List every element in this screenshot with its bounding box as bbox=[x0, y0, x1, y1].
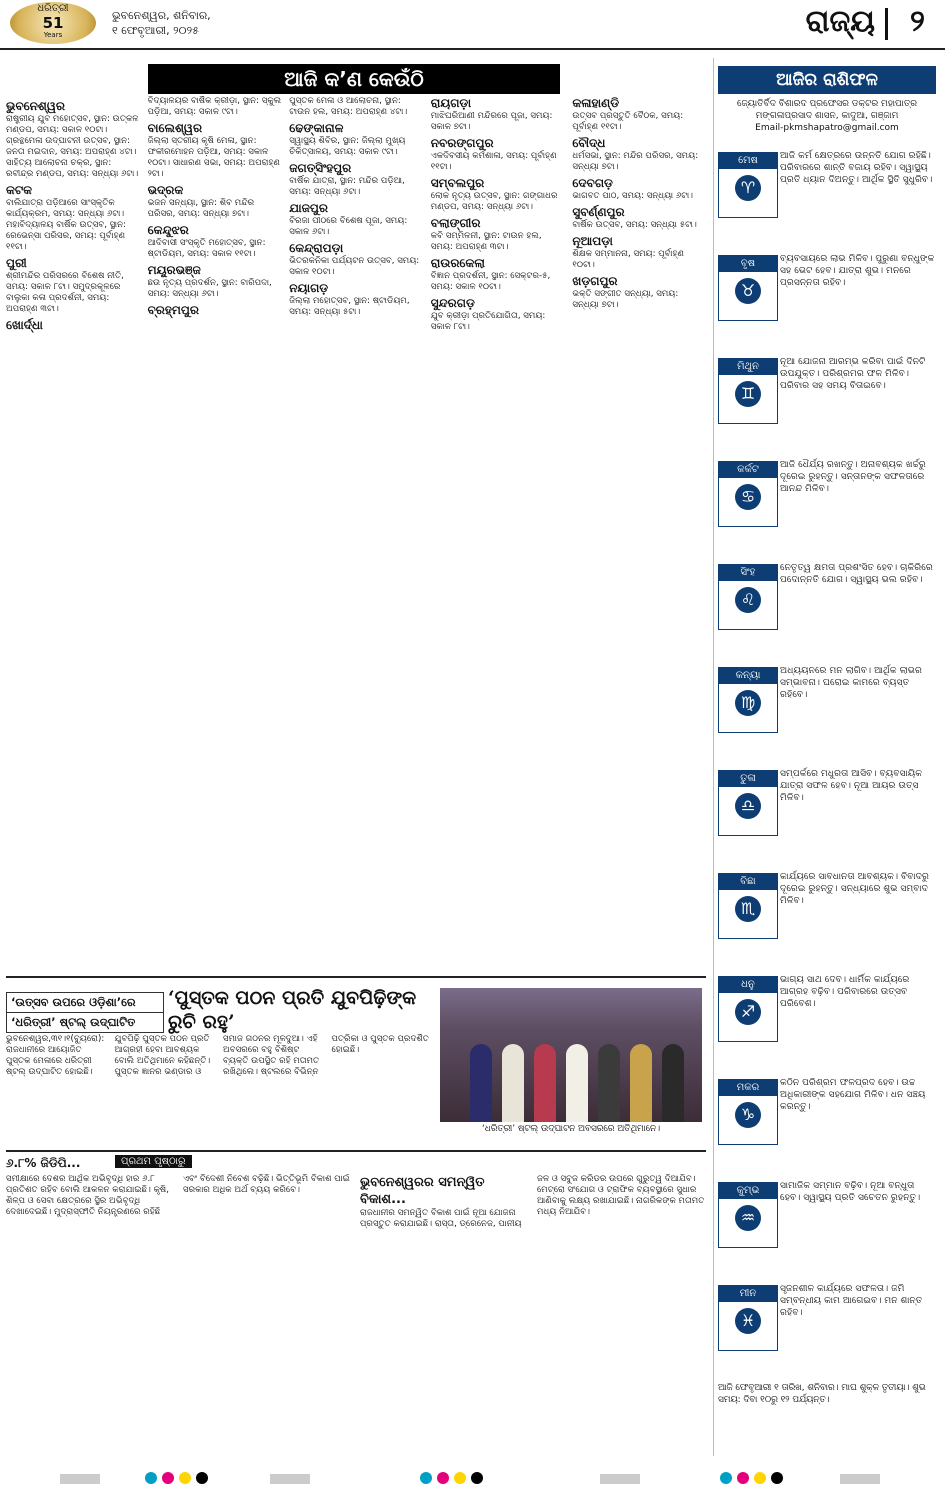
rashi-box bbox=[718, 152, 778, 218]
rashi-box bbox=[718, 976, 778, 1042]
city-events: କବି ସମ୍ମିଳନୀ, ସ୍ଥାନ: ଟାଉନ ହଲ, ସମୟ: ଅପରାହ୍ଣ ୩ଟା। bbox=[430, 231, 542, 252]
rashi-entry bbox=[718, 356, 938, 446]
page-number: ୨ bbox=[910, 4, 925, 39]
city-events: ଶ୍ରୀମନ୍ଦିର ପରିସରରେ ବିଶେଷ ନୀତି, ସମୟ: ସକାଳ ୮ଟା। ସମୁଦ୍ରକୂଳରେ ବାଲୁକା କଳା ପ୍ରଦର୍ଶନୀ, ସମୟ: ଅପରାହ୍ଣ ୩ଟା। bbox=[6, 271, 124, 314]
city-events: ପୁସ୍ତକ ମେଳା ଓ ଆଲୋଚନା, ସ୍ଥାନ: ଟାଉନ ହଲ, ସମୟ: ଅପରାହ୍ଣ ୪ଟା। bbox=[289, 96, 408, 117]
rashi-box bbox=[718, 667, 778, 733]
story-photo bbox=[440, 988, 702, 1122]
city-events: ଲୋକ ନୃତ୍ୟ ଉତ୍ସବ, ସ୍ଥାନ: ଗଙ୍ଗାଧର ମଣ୍ଡପ, ସମୟ: ସନ୍ଧ୍ୟା ୬ଟା। bbox=[430, 191, 558, 212]
kicker-line-2: ‘ଧରିତ୍ରୀ’ ଷ୍ଟଲ୍ ଉଦ୍‌ଘାଟିତ bbox=[6, 1013, 164, 1033]
city-events: ଏକଦିବସୀୟ କର୍ମଶାଳା, ସମୟ: ପୂର୍ବାହ୍ଣ ୧୧ଟା। bbox=[430, 151, 557, 172]
city-heading: ନୟାଗଡ଼ bbox=[289, 281, 329, 295]
logo-number: 51 bbox=[42, 14, 64, 32]
city-heading: ରାୟଗଡ଼ା bbox=[430, 96, 472, 110]
bhubaneswar-subhead: ଭୁବନେଶ୍ୱରର ସମନ୍ୱିତ ବିକାଶ... bbox=[360, 1175, 485, 1207]
city-heading: ଯାଜପୁର bbox=[289, 201, 328, 215]
rashi-name: ମିଥୁନ bbox=[719, 359, 777, 375]
rashi-prediction: କଠିନ ପରିଶ୍ରମ ଫଳପ୍ରଦ ହେବ। ଉଚ୍ଚ ଅଧିକାରୀଙ୍କ ସହଯୋଗ ମିଳିବ। ଧନ ସଞ୍ଚୟ କରନ୍ତୁ। bbox=[780, 1077, 926, 1113]
section-title: ରାଜ୍ୟ bbox=[805, 4, 875, 39]
bhubaneswar-body: ରାଜଧାନୀର ସମନ୍ୱିତ ବିକାଶ ପାଇଁ ନୂଆ ଯୋଜନା ପ୍ରସ୍ତୁତ କରାଯାଇଛି। ରାସ୍ତା, ଡ୍ରେନେଜ, ପାନୀୟ ଜଳ ଓ ସବୁଜ କରିଡର ଉପରେ ଗୁରୁତ୍ୱ ଦିଆଯିବ। ମେଟ୍ରୋ ସଂଯୋଗ ଓ ଟ୍ରାଫିକ ବ୍ୟବସ୍ଥାରେ ସୁଧାର ଆଣିବାକୁ ଲକ୍ଷ୍ୟ ରଖାଯାଇଛି। ନାଗରିକଙ୍କ ମତାମତ ମଧ୍ୟ ନିଆଯିବ। bbox=[360, 1174, 705, 1229]
photo-caption: ‘ଧରିତ୍ରୀ’ ଷ୍ଟଲ୍ ଉଦ୍‌ଘାଟନ ଅବସରରେ ଅତିଥିମାନେ। bbox=[481, 1124, 661, 1134]
city-events: ବାର୍ଷିକ ଯାତ୍ରା, ସ୍ଥାନ: ମନ୍ଦିର ପଡ଼ିଆ, ସମୟ: ସନ୍ଧ୍ୟା ୬ଟା। bbox=[289, 176, 405, 197]
city-heading: ଖଡ଼ଗପୁର bbox=[572, 274, 618, 288]
city-events: ଭକ୍ତି ସଙ୍ଗୀତ ସନ୍ଧ୍ୟା, ସମୟ: ସନ୍ଧ୍ୟା ୭ଟା। bbox=[572, 289, 679, 310]
city-heading: ନୂଆପଡ଼ା bbox=[572, 234, 613, 248]
city-events: ସ୍ୱାସ୍ଥ୍ୟ ଶିବିର, ସ୍ଥାନ: ଜିଲ୍ଲା ମୁଖ୍ୟ ଚିକିତ୍ସାଳୟ, ସମୟ: ସକାଳ ୯ଟା। bbox=[289, 136, 406, 157]
city-events: ଜିଲ୍ଲା ମହୋତ୍ସବ, ସ୍ଥାନ: ଷ୍ଟାଡିୟମ, ସମୟ: ସନ୍ଧ୍ୟା ୫ଟା। bbox=[289, 296, 410, 317]
rashi-prediction: ନେତୃତ୍ୱ କ୍ଷମତା ପ୍ରଶଂସିତ ହେବ। ଚାକିରିରେ ପଦୋନ୍ନତି ଯୋଗ। ସ୍ୱାସ୍ଥ୍ୟ ଭଲ ରହିବ। bbox=[780, 562, 933, 586]
city-heading: ଦେବଗଡ଼ bbox=[572, 176, 613, 190]
leo-icon: ♌ bbox=[735, 587, 761, 613]
rashi-name: କନ୍ୟା bbox=[719, 668, 777, 684]
rashi-name: ମକର bbox=[719, 1080, 777, 1096]
rashi-box bbox=[718, 255, 778, 321]
listing-title: ଆଜି କ’ଣ କେଉଁଠି bbox=[148, 64, 560, 94]
rashi-name: ମେଷ bbox=[719, 153, 777, 169]
rashi-box bbox=[718, 770, 778, 836]
rashi-prediction: ସମ୍ପର୍କରେ ମଧୁରତା ଆସିବ। ବ୍ୟବସାୟିକ ଯାତ୍ରା ସଫଳ ହେବ। ନୂଆ ଆୟର ଉତ୍ସ ମିଳିବ। bbox=[780, 768, 923, 804]
rashiphala-byline bbox=[718, 98, 936, 134]
rashi-box bbox=[718, 1182, 778, 1248]
rashi-name: କୁମ୍ଭ bbox=[719, 1183, 777, 1199]
city-events: ବିଜ୍ଞାନ ପ୍ରଦର୍ଶନୀ, ସ୍ଥାନ: ସେକ୍ଟର-୫, ସମୟ: ସକାଳ ୧୦ଟା। bbox=[430, 271, 551, 292]
scorpio-icon: ♏ bbox=[735, 896, 761, 922]
gdp-body: ସମୀକ୍ଷାରେ ଦେଶର ଆର୍ଥିକ ଅଭିବୃଦ୍ଧି ହାର ୬.୮ ପ୍ରତିଶତ ରହିବ ବୋଲି ଆକଳନ କରାଯାଇଛି। କୃଷି, ଶିଳ୍ପ ଓ ସେବା କ୍ଷେତ୍ରରେ ସ୍ଥିର ଅଭିବୃଦ୍ଧି ଦେଖାଦେଇଛି। ମୁଦ୍ରାସ୍ଫୀତି ନିୟନ୍ତ୍ରଣରେ ରହିଛି ଏବଂ ବିଦେଶୀ ନିବେଶ ବଢ଼ିଛି। ଭିତ୍ତିଭୂମି ବିକାଶ ପାଇଁ ସରକାର ଅଧିକ ଅର୍ଥ ବ୍ୟୟ କରିବେ। bbox=[6, 1174, 350, 1217]
city-heading: କେନ୍ଦୁଝର bbox=[147, 223, 189, 237]
city-heading: ବୌଦ୍ଧ bbox=[572, 136, 606, 150]
byline-address: ମଙ୍ଗଳାପ୍ରସାଦ ଶାସନ, କାଦୁଆ, ଗଞ୍ଜାମ bbox=[755, 111, 899, 121]
rashi-entry bbox=[718, 562, 938, 652]
city-heading: ଖୋର୍ଦ୍ଧା bbox=[6, 318, 43, 332]
rashi-prediction: ଭାଗ୍ୟ ସାଥ ଦେବ। ଧାର୍ମିକ କାର୍ଯ୍ୟରେ ଆଗ୍ରହ ବଢ଼ିବ। ପରିବାରରେ ଉତ୍ସବ ପରିବେଶ। bbox=[780, 974, 910, 1010]
city-heading: ଭୁବନେଶ୍ୱର bbox=[6, 99, 65, 113]
rashi-box bbox=[718, 358, 778, 424]
date: ୧ ଫେବୃଆରୀ, ୨୦୨୫ bbox=[112, 24, 199, 37]
city-heading: କଟକ bbox=[6, 183, 33, 197]
city-events: ଉତ୍ସବ ପ୍ରସ୍ତୁତି ବୈଠକ, ସମୟ: ପୂର୍ବାହ୍ଣ ୧୧ଟା। bbox=[572, 111, 684, 132]
logo-years: Years bbox=[43, 31, 63, 39]
continued-strip: ପ୍ରଥମ ପୃଷ୍ଠାରୁ bbox=[115, 1155, 192, 1168]
rashi-box bbox=[718, 461, 778, 527]
logo-brand: ଧରିତ୍ରୀ bbox=[37, 3, 69, 14]
byline-email: Email-pkmshapatro@gmail.com bbox=[755, 123, 899, 133]
rashi-entry bbox=[718, 871, 938, 961]
rashi-prediction: ଆଜି କର୍ମ କ୍ଷେତ୍ରରେ ଉନ୍ନତି ଯୋଗ ରହିଛି। ପରିବାରରେ ଶାନ୍ତି ବଜାୟ ରହିବ। ସ୍ୱାସ୍ଥ୍ୟ ପ୍ରତି ଧ୍ୟାନ ଦିଅନ୍ତୁ। ଆର୍ଥିକ ସ୍ଥିତି ସୁଧୁରିବ। bbox=[780, 150, 933, 186]
rashi-box bbox=[718, 1285, 778, 1351]
aries-icon: ♈ bbox=[735, 175, 761, 201]
city-heading: ସୁବର୍ଣ୍ଣପୁର bbox=[572, 205, 625, 219]
libra-icon: ♎ bbox=[735, 793, 761, 819]
rashi-box bbox=[718, 873, 778, 939]
rashi-entry bbox=[718, 459, 938, 549]
anniversary-logo bbox=[10, 2, 96, 44]
rashi-prediction: ନୂଆ ଯୋଜନା ଆରମ୍ଭ କରିବା ପାଇଁ ଦିନଟି ଉପଯୁକ୍ତ। ପରିଶ୍ରମର ଫଳ ମିଳିବ। ପରିବାର ସହ ସମୟ ବିତାଇବେ। bbox=[780, 356, 926, 392]
rashi-entry bbox=[718, 768, 938, 858]
story-kicker bbox=[6, 992, 164, 1033]
city-heading: ପୁରୀ bbox=[6, 256, 27, 270]
rashi-prediction: କାର୍ଯ୍ୟରେ ସାବଧାନତା ଆବଶ୍ୟକ। ବିବାଦରୁ ଦୂରେଇ ରୁହନ୍ତୁ। ସନ୍ଧ୍ୟାରେ ଶୁଭ ସମ୍ବାଦ ମିଳିବ। bbox=[780, 871, 929, 907]
story-body: ଭୁବନେଶ୍ୱର,୩୧।୧(ବ୍ୟୁରୋ): ରାଜଧାନୀରେ ଆୟୋଜିତ ପୁସ୍ତକ ମେଳାରେ ଧରିତ୍ରୀ ଷ୍ଟଲ୍ ଉଦ୍‌ଘାଟିତ ହୋଇଛି। ଯୁବପିଢ଼ି ପୁସ୍ତକ ପଠନ ପ୍ରତି ଆଗ୍ରହୀ ହେବା ଆବଶ୍ୟକ ବୋଲି ଅତିଥିମାନେ କହିଛନ୍ତି। ପୁସ୍ତକ ଜ୍ଞାନର ଭଣ୍ଡାର ଓ ସମାଜ ଗଠନର ମୂଳଦୁଆ। ଏହି ଅବସରରେ ବହୁ ବିଶିଷ୍ଟ ବ୍ୟକ୍ତି ଉପସ୍ଥିତ ରହି ମତାମତ ରଖିଥିଲେ। ଷ୍ଟଲରେ ବିଭିନ୍ନ ପତ୍ରିକା ଓ ପୁସ୍ତକ ପ୍ରଦର୍ଶିତ ହୋଇଛି। bbox=[6, 1034, 429, 1077]
city-events: ଭଜନ ସନ୍ଧ୍ୟା, ସ୍ଥାନ: ଶିବ ମନ୍ଦିର ପରିସର, ସମୟ: ସନ୍ଧ୍ୟା ୭ଟା। bbox=[147, 198, 255, 219]
rashi-entry bbox=[718, 1180, 938, 1270]
city-events: ବିରଜା ପୀଠରେ ବିଶେଷ ପୂଜା, ସମୟ: ସକାଳ ୬ଟା। bbox=[289, 216, 408, 237]
rashi-entry bbox=[718, 974, 938, 1064]
city-events: ବିଦ୍ୟାଳୟର ବାର୍ଷିକ କ୍ରୀଡ଼ା, ସ୍ଥାନ: ସ୍କୁଲ ପଡ଼ିଆ, ସମୟ: ସକାଳ ୯ଟା। bbox=[147, 96, 282, 117]
story-headline: ‘ପୁସ୍ତକ ପଠନ ପ୍ରତି ଯୁବପିଢ଼ିଙ୍କ ରୁଚି ରହୁ’ bbox=[168, 987, 417, 1033]
rashi-name: ଧନୁ bbox=[719, 977, 777, 993]
city-heading: ମୟୂରଭଞ୍ଜ bbox=[147, 263, 201, 277]
pisces-icon: ♓ bbox=[735, 1308, 761, 1334]
city-heading: ବଲାଙ୍ଗୀର bbox=[430, 216, 481, 230]
rashi-box bbox=[718, 1079, 778, 1145]
rashi-entry bbox=[718, 253, 938, 343]
rashi-name: ବୃଷ bbox=[719, 256, 777, 272]
city-events: ଜିଲ୍ଲା ସ୍ତରୀୟ କୃଷି ମେଳା, ସ୍ଥାନ: ଫକୀରମୋହନ ପଡ଼ିଆ, ସମୟ: ସକାଳ ୧୦ଟା। ସାଧାରଣ ସଭା, ସମୟ: ଅପରାହ୍ଣ ୨ଟା। bbox=[147, 136, 280, 179]
city-events: ମାଝିଘରିଆଣୀ ମନ୍ଦିରରେ ପୂଜା, ସମୟ: ସକାଳ ୭ଟା। bbox=[430, 111, 553, 132]
divider bbox=[885, 8, 888, 40]
rashi-name: ବିଛା bbox=[719, 874, 777, 890]
rashi-prediction: ଅଧ୍ୟୟନରେ ମନ ଲାଗିବ। ଆର୍ଥିକ ଲାଭର ସମ୍ଭାବନା। ଘରୋଇ କାମରେ ବ୍ୟସ୍ତ ରହିବେ। bbox=[780, 665, 922, 701]
rashi-prediction: ସାମାଜିକ ସମ୍ମାନ ବଢ଼ିବ। ନୂଆ ବନ୍ଧୁତା ହେବ। ସ୍ୱାସ୍ଥ୍ୟ ପ୍ରତି ସଚେତନ ରୁହନ୍ତୁ। bbox=[780, 1180, 921, 1204]
city-events: ଆଦିବାସୀ ସଂସ୍କୃତି ମହୋତ୍ସବ, ସ୍ଥାନ: ଷ୍ଟାଡିୟମ, ସମୟ: ସକାଳ ୧୧ଟା। bbox=[147, 238, 266, 259]
city-events: ଛଉ ନୃତ୍ୟ ପ୍ରଦର୍ଶନ, ସ୍ଥାନ: ବାରିପଦା, ସମୟ: ସନ୍ଧ୍ୟା ୬ଟା। bbox=[147, 278, 272, 299]
cancer-icon: ♋ bbox=[735, 484, 761, 510]
dateline bbox=[112, 8, 211, 38]
city-events: ଧର୍ମସଭା, ସ୍ଥାନ: ମନ୍ଦିର ପରିସର, ସମୟ: ସନ୍ଧ୍ୟା ୭ଟା। bbox=[572, 151, 699, 172]
rashi-entry bbox=[718, 1283, 938, 1373]
city-heading: ଜଗତ୍‌ସିଂହପୁର bbox=[289, 161, 352, 175]
city-heading: କଳାହାଣ୍ଡି bbox=[572, 96, 620, 110]
rashi-name: ତୁଳା bbox=[719, 771, 777, 787]
city-events: ଭାଗବତ ପାଠ, ସମୟ: ସନ୍ଧ୍ୟା ୬ଟା। bbox=[572, 191, 694, 201]
gdp-headline: ୬.୮% ଜିଡିପି... bbox=[6, 1156, 81, 1170]
rashiphala-title: ଆଜିର ରାଶିଫଳ bbox=[718, 66, 936, 94]
city-events: ବାର୍ଷିକ ଉତ୍ସବ, ସମୟ: ସନ୍ଧ୍ୟା ୫ଟା। bbox=[572, 220, 697, 230]
taurus-icon: ♉ bbox=[735, 278, 761, 304]
rashi-box bbox=[718, 564, 778, 630]
city-heading: ସମ୍ବଲପୁର bbox=[430, 176, 485, 190]
rashi-name: କର୍କଟ bbox=[719, 462, 777, 478]
rashi-entry bbox=[718, 665, 938, 755]
city-heading: ନବରଙ୍ଗପୁର bbox=[430, 136, 494, 150]
event-listing bbox=[6, 96, 706, 966]
gdp-article bbox=[6, 1174, 706, 1450]
city-events: ଶିକ୍ଷକ ସମ୍ମାନନା, ସମୟ: ପୂର୍ବାହ୍ଣ ୧୦ଟା। bbox=[572, 249, 685, 270]
rashi-entry bbox=[718, 150, 938, 240]
city-heading: କେନ୍ଦ୍ରାପଡ଼ା bbox=[289, 241, 344, 255]
city-events: ରାଷ୍ଟ୍ରୀୟ ଯୁବ ମହୋତ୍ସବ, ସ୍ଥାନ: ଉତ୍କଳ ମଣ୍ଡପ, ସମୟ: ସକାଳ ୧୦ଟା। ଗ୍ରନ୍ଥମେଳା ଉଦ୍‌ଘାଟନୀ ଉତ୍ସବ, ସ୍ଥାନ: ଜନତା ମଇଦାନ, ସମୟ: ଅପରାହ୍ଣ ୪ଟା। ସାହିତ୍ୟ ଆଲୋଚନା ଚକ୍ର, ସ୍ଥାନ: ରବୀନ୍ଦ୍ର ମଣ୍ଡପ, ସମୟ: ସନ୍ଧ୍ୟା ୬ଟା। bbox=[6, 114, 139, 179]
aquarius-icon: ♒ bbox=[735, 1205, 761, 1231]
print-registration-bar bbox=[0, 1460, 945, 1498]
city-heading: ଢେଙ୍କାନାଳ bbox=[289, 121, 344, 135]
virgo-icon: ♍ bbox=[735, 690, 761, 716]
city-events: ଯୁବ କ୍ରୀଡ଼ା ପ୍ରତିଯୋଗିତା, ସମୟ: ସକାଳ ୮ଟା। bbox=[430, 311, 546, 332]
rashi-entry bbox=[718, 1077, 938, 1167]
place-day: ଭୁବନେଶ୍ୱର, ଶନିବାର, bbox=[112, 9, 211, 22]
gemini-icon: ♊ bbox=[735, 381, 761, 407]
rashi-name: ସିଂହ bbox=[719, 565, 777, 581]
city-heading: ବ୍ରହ୍ମପୁର bbox=[147, 303, 199, 317]
rashi-prediction: ସୃଜନଶୀଳ କାର୍ଯ୍ୟରେ ସଫଳତା। ଜମି ସମ୍ବନ୍ଧୀୟ କାମ ଆଗେଇବ। ମନ ଶାନ୍ତ ରହିବ। bbox=[780, 1283, 923, 1319]
panchanga-note: ଆଜି ଫେବୃଆରୀ ୧ ତାରିଖ, ଶନିବାର। ମାଘ ଶୁକ୍ଳ ତୃତୀୟା। ଶୁଭ ସମୟ: ଦିବା ୧୦ରୁ ୧୨ ପର୍ଯ୍ୟନ୍ତ। bbox=[718, 1383, 926, 1405]
byline-name: ଜ୍ୟୋତିର୍ବିଦ ବିଶାରଦ ପ୍ରଫେସର ଡକ୍ଟର ମହାପାତ୍ର bbox=[736, 99, 918, 109]
rashi-name: ମୀନ bbox=[719, 1286, 777, 1302]
rashi-prediction: ବ୍ୟବସାୟରେ ଲାଭ ମିଳିବ। ପୁରୁଣା ବନ୍ଧୁଙ୍କ ସହ ଭେଟ ହେବ। ଯାତ୍ରା ଶୁଭ। ମନରେ ପ୍ରସନ୍ନତା ରହିବ। bbox=[780, 253, 935, 289]
top-rule bbox=[6, 976, 706, 978]
sagittarius-icon: ♐ bbox=[735, 999, 761, 1025]
city-heading: ଭଦ୍ରକ bbox=[147, 183, 184, 197]
capricorn-icon: ♑ bbox=[735, 1102, 761, 1128]
mid-rule bbox=[6, 1150, 706, 1152]
rashi-prediction: ଆଜି ଧୈର୍ଯ୍ୟ ରଖନ୍ତୁ। ଅନାବଶ୍ୟକ ଖର୍ଚ୍ଚରୁ ଦୂରେଇ ରୁହନ୍ତୁ। ସନ୍ତାନଙ୍କ ସଫଳତାରେ ଆନନ୍ଦ ମିଳିବ। bbox=[780, 459, 926, 495]
city-heading: ରାଉରକେଲା bbox=[430, 256, 485, 270]
city-events: ବାଲିଯାତ୍ରା ପଡ଼ିଆରେ ସାଂସ୍କୃତିକ କାର୍ଯ୍ୟକ୍ରମ, ସମୟ: ସନ୍ଧ୍ୟା ୬ଟା। ମହାବିଦ୍ୟାଳୟ ବାର୍ଷିକ ଉତ୍ସବ, ସ୍ଥାନ: ରେଭେନ୍ସା ପରିସର, ସମୟ: ପୂର୍ବାହ୍ଣ ୧୧ଟା। bbox=[6, 198, 126, 252]
kicker-line-1: ‘ଉତ୍ସବ ଉପରେ ଓଡ଼ିଶା’ରେ bbox=[6, 992, 164, 1013]
city-heading: ସୁନ୍ଦରଗଡ଼ bbox=[430, 296, 475, 310]
city-events: ଭିତରକନିକା ପର୍ଯ୍ୟଟନ ଉତ୍ସବ, ସମୟ: ସକାଳ ୧୦ଟା। bbox=[289, 256, 420, 277]
city-heading: ବାଲେଶ୍ୱର bbox=[147, 121, 203, 135]
